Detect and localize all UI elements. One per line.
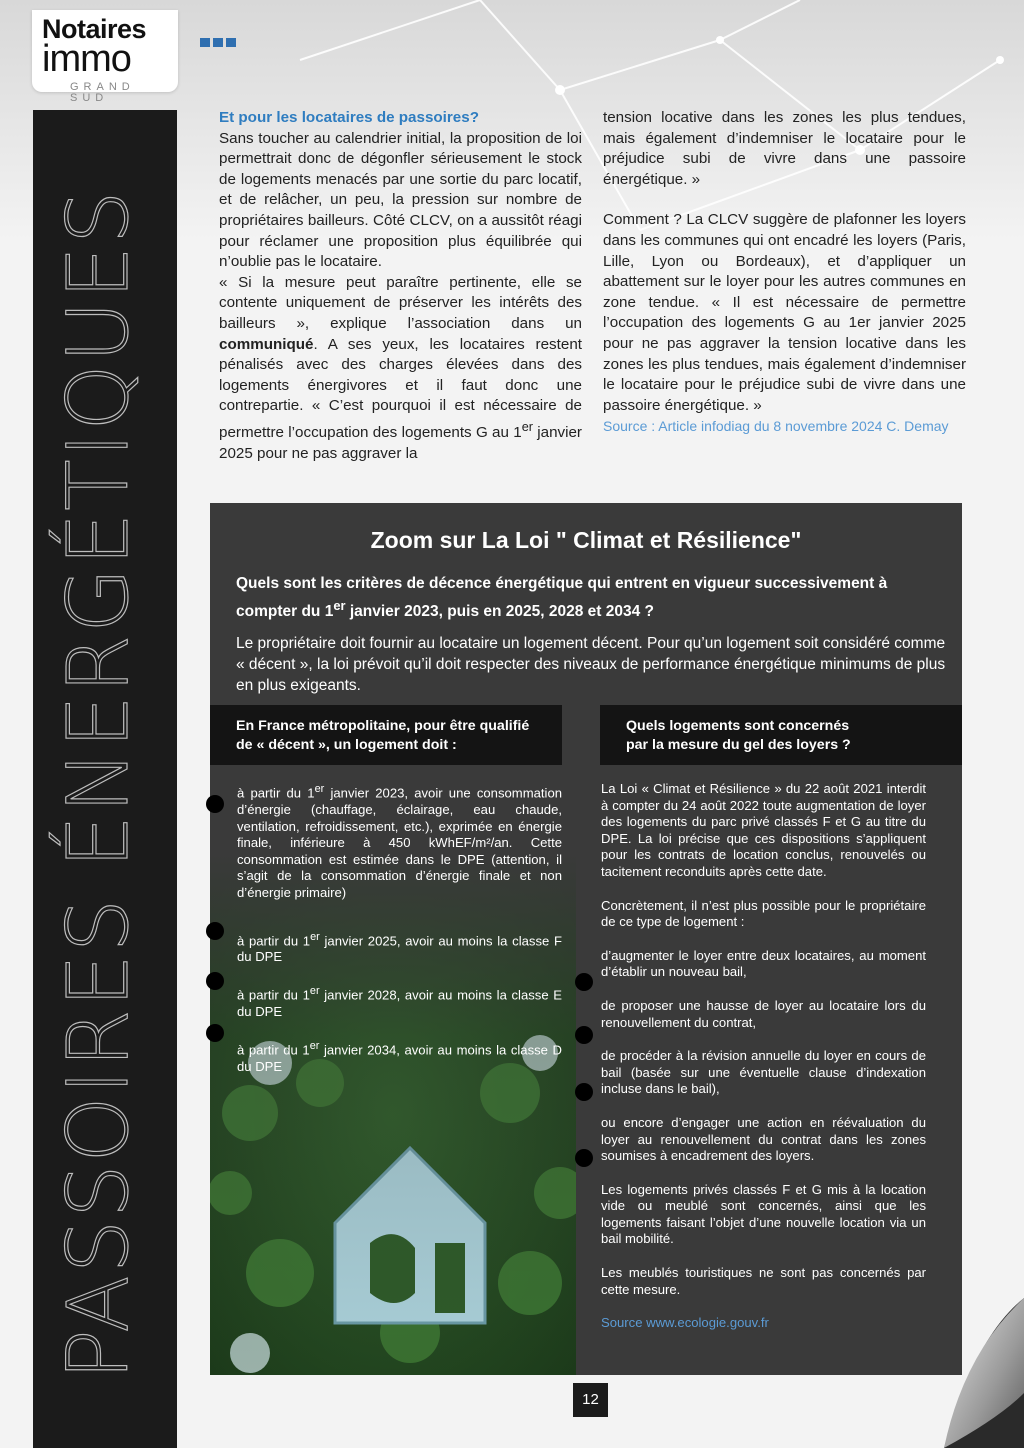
bullet-dot [575,1149,593,1167]
paragraph: Les meublés touristiques ne sont pas concernés par cette mesure. [601,1265,926,1297]
article-paragraph: Sans toucher au calendrier initial, la proposition de loi permettrait donc de dégonfler sérieusement le stock de logements menacés par une sortie du parc locatif, et de relâcher, un peu, la pression sur nombre de propriétaires bailleurs. Côté CLCV, on a aussitôt réagi pour réclamer une proposition plus équilibrée qui n’oublie pas le locataire. [219,129,582,271]
bullet-dot [206,972,224,990]
left-column-header [210,705,562,765]
list-item: de procéder à la révision annuelle du loyer en cours de bail (basée sur une éventuelle clause d’indexation incluse dans le bail), [601,1048,926,1097]
text-run: Quels sont les critères de décence énergétique qui entrent en vigueur successivement à compter du 1 [236,575,888,621]
paragraph: Les logements privés classés F et G mis à la location vide ou meublé sont concernés, ainsi que les logements faisant l’objet d’une nouvelle location via un bail mobilité. [601,1181,926,1247]
zoom-intro: Le propriétaire doit fournir au locataire un logement décent. Pour qu’un logement soit considéré comme « décent », la loi prévoit qu’il doit respecter des niveaux de performance énergétique minimums de plus en plus exigeants. [236,635,946,694]
article-column-2 [603,108,966,437]
bullet-dot [206,1024,224,1042]
article-column-1 [219,108,582,464]
list-item: de proposer une hausse de loyer au locataire lors du renouvellement du contrat, [601,997,926,1030]
article-paragraph-quote [219,273,582,464]
article-paragraph: tension locative dans les zones les plus tendues, mais également d’indemniser le locataire pour le préjudice subi de vivre dans une passoire énergétique. » [603,109,966,188]
decorative-squares [200,34,239,52]
article-source: Source : Article infodiag du 8 novembre 2024 C. Demay [603,418,949,435]
right-column-header [600,705,962,765]
header-line: par la mesure du gel des loyers ? [626,737,851,753]
text-run: janvier 2025, avoir au moins la classe F du DPE [237,932,562,965]
bullet-dot [575,973,593,991]
header-line: En France métropolitaine, pour être qualifié [236,718,530,734]
article-paragraph: Comment ? La CLCV suggère de plafonner les loyers dans les communes qui ont encadré les loyers (Paris, Lille, Lyon ou Bordeaux), et d’appliquer un abattement sur le loyer pour les autres communes en zone tendue. « Il est nécessaire de permettre l’occupation des logements G au 1er janvier 2025 pour ne pas aggraver la tension locative dans les zones les plus tendues, mais également d’indemniser le locataire pour le préjudice subi de vivre dans une passoire énergétique. » [603,211,966,414]
superscript: er [521,419,533,434]
communique-link[interactable]: communiqué [219,335,314,353]
brand-line3: GRAND SUD [70,81,135,104]
text-run: janvier 2025 pour ne pas aggraver la [219,423,582,462]
list-item: ou encore d’engager une action en réévaluation du loyer au renouvellement du contrat dans les zones soumises à encadrement des loyers. [601,1114,926,1164]
list-item: d’augmenter le loyer entre deux locataires, au moment d’établir un nouveau bail, [601,947,926,980]
list-item [237,781,562,902]
page-number: 12 [573,1383,608,1417]
page-curl-decoration [904,1298,1024,1448]
zoom-box [210,503,962,1375]
bullet-dot [575,1083,593,1101]
text-run: janvier 2028, avoir au moins la classe E du DPE [237,987,563,1020]
list-item [237,983,562,1021]
brand-line2: immo [42,38,131,80]
zoom-title: Zoom sur La Loi " Climat et Résilience" [370,527,802,553]
header-line: de « décent », un logement doit : [236,737,457,753]
superscript: er [310,930,320,943]
text-run: à partir du 1 [237,932,311,948]
article-subheading: Et pour les locataires de passoires? [219,109,479,126]
brand-line1: Notaires [42,14,147,44]
superscript: er [314,783,325,795]
text-run: à partir du 1 [237,987,310,1003]
zoom-question [236,573,916,623]
text-run: janvier 2023, avoir une consommation d’énergie (chauffage, éclairage, eau chaude, ventilation, refroidissement, etc.), exprimée en énergie finale, inférieure à 450 kWhEF/m²/an. Cette consommation est estimée dans le DPE (attention, il s’agit de la consommation d’énergie finale et non d’énergie primaire) [237,785,563,900]
list-item [237,1038,562,1076]
header-line: Quels logements sont concernés [626,718,850,734]
left-criteria-list [237,781,562,1092]
bullet-dot [206,795,224,813]
paragraph: Concrètement, il n’est plus possible pour le propriétaire de ce type de logement : [601,897,926,930]
text-run: à partir du 1 [237,785,315,801]
list-item [237,929,562,967]
text-run: janvier 2023, puis en 2025, 2028 et 2034 ? [345,603,655,621]
bullet-dot [206,922,224,940]
paragraph: La Loi « Climat et Résilience » du 22 août 2021 interdit à compter du 24 août 2022 toute augmentation de loyer des logements du parc privé classés F et G au titre du DPE. La loi précise que ces dispositions s’appliquent pour les contrats de location conclus, renouvelés ou tacitement reconduits après cette date. [601,781,926,879]
section-title: PASSOIRES ÉNERGÉTIQUES [49,188,147,1380]
text-run: janvier 2034, avoir au moins la classe D du DPE [237,1041,563,1074]
text-run: à partir du 1 [237,1041,310,1057]
bullet-dot [575,1026,593,1044]
source-link[interactable]: Source www.ecologie.gouv.fr [601,1315,769,1331]
brand-logo [32,10,178,104]
text-run: . A ses yeux, les locataires restent pénalisés avec des charges élevées dans des logements énergivores et il faut donc une contrepartie. « C’est pourquoi il est nécessaire de permettre l’occupation des logements G au 1 [219,335,582,441]
right-measure-list [601,781,926,1349]
superscript: er [309,985,320,998]
text-run: « Si la mesure peut paraître pertinente, elle se contente uniquement de préserver les intérêts des bailleurs », explique l’association dans un [219,273,582,332]
superscript: er [333,598,346,613]
superscript: er [309,1039,320,1052]
